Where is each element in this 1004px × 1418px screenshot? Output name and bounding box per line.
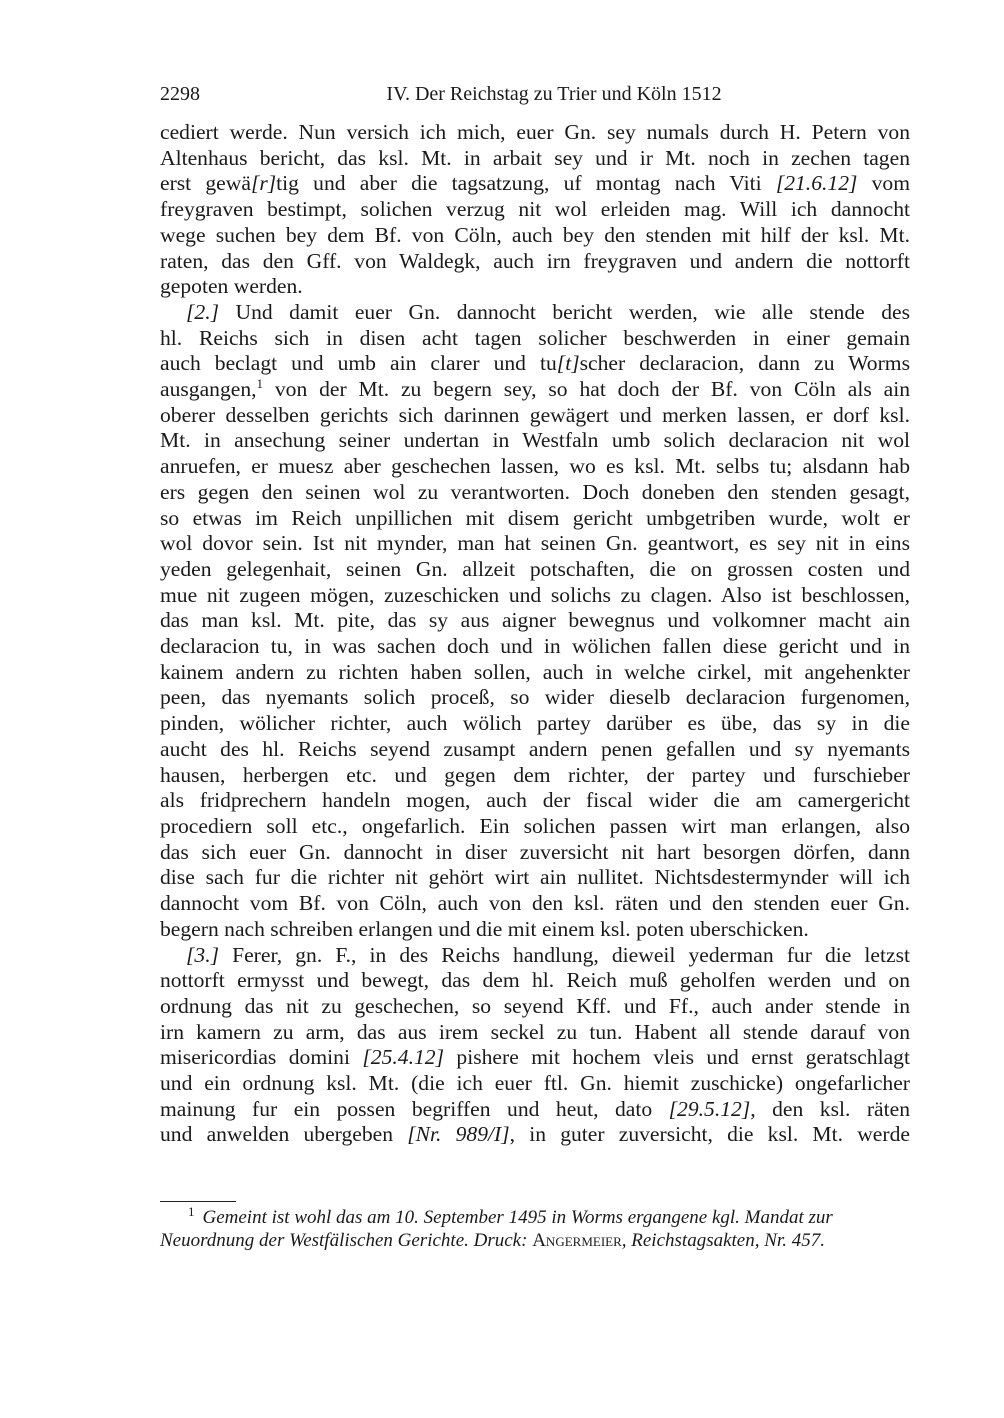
text-line xyxy=(160,1071,910,1097)
running-title: IV. Der Reichstag zu Trier und Köln 1512 xyxy=(386,83,722,105)
footnote-divider xyxy=(160,1201,236,1202)
text-line xyxy=(160,351,910,377)
author-name: Angermeier xyxy=(532,1230,622,1251)
text-line xyxy=(160,223,910,249)
text-run: Mt. in ansechung seiner undertan in Westfaln umb solich declaracion nit wol xyxy=(160,428,910,453)
text-run: begern nach schreiben erlangen und die mit einem ksl. poten uberschicken. xyxy=(160,916,809,941)
text-run: misericordias domini xyxy=(160,1045,363,1070)
text-run: hl. Reichs sich in disen acht tagen solicher beschwerden in einer gemain xyxy=(160,325,910,350)
text-line xyxy=(160,171,910,197)
text-line xyxy=(160,891,910,917)
text-run: wege suchen bey dem Bf. von Cöln, auch bey den stenden mit hilf der ksl. Mt. xyxy=(160,222,910,247)
text-line xyxy=(160,608,910,634)
text-run: scher declaracion, dann zu Worms xyxy=(579,351,910,376)
footnotes xyxy=(160,1203,910,1252)
text-run: , den ksl. räten xyxy=(750,1096,911,1121)
text-run: peen, das nyemants solich proceß, so wider dieselb declaracion furgenomen, xyxy=(160,685,910,710)
text-run: als fridprechern handeln mogen, auch der fiscal wider die am camergericht xyxy=(160,788,910,813)
text-line xyxy=(160,300,910,326)
text-run: Ferer, gn. F., in des Reichs handlung, dieweil yederman fur die letzst xyxy=(219,942,910,967)
text-line xyxy=(160,274,910,300)
text-run: freygraven bestimpt, solichen verzug nit wol erleiden mag. Will ich dannocht xyxy=(160,197,910,222)
text-line xyxy=(160,1097,910,1123)
text-run: so etwas im Reich unpillichen mit disem gericht umbgetriben wurde, wolt er xyxy=(160,505,910,530)
text-run: hausen, herbergen etc. und gegen dem richter, der partey und furschieber xyxy=(160,762,910,787)
editorial-note: [29.5.12] xyxy=(668,1096,751,1121)
text-run: procediern soll etc., ongefarlich. Ein solichen passen wirt man erlangen, also xyxy=(160,813,910,838)
text-line xyxy=(160,711,910,737)
text-run: dannocht vom Bf. von Cöln, auch von den ksl. räten und den stenden euer Gn. xyxy=(160,891,910,916)
text-run: dise sach fur die richter nit gehört wirt ain nullitet. Nichtsdestermynder will ich xyxy=(160,865,910,890)
body-text xyxy=(160,120,910,1148)
page-number: 2298 xyxy=(160,83,200,105)
text-run: raten, das den Gff. von Waldegk, auch irn freygraven und andern die nottorft xyxy=(160,248,910,273)
editorial-note: [25.4.12] xyxy=(362,1045,444,1070)
text-run: erst gewä xyxy=(160,171,251,196)
text-run: ordnung das nit zu geschechen, so seyend Kff. und Ff., auch ander stende in xyxy=(160,993,910,1018)
text-line xyxy=(160,685,910,711)
text-line xyxy=(160,1045,910,1071)
editorial-note: [t] xyxy=(556,351,580,376)
text-line xyxy=(160,583,910,609)
text-run: ers gegen den seinen wol zu verantworten. Doch doneben den stenden gesagt, xyxy=(160,479,910,504)
text-line xyxy=(160,994,910,1020)
editorial-note: [21.6.12] xyxy=(775,171,858,196)
text-run: auch beclagt und umb ain clarer und tu xyxy=(160,351,557,376)
footnote-1-line-2: Neuordnung der Westfälischen Gerichte. Druck: Angermeier, Reichstagsakten, Nr. 457. xyxy=(160,1230,825,1251)
text-line xyxy=(160,814,910,840)
footnote-number: 1 xyxy=(188,1203,195,1219)
text-run: , in guter zuversicht, die ksl. Mt. werde xyxy=(509,1122,910,1147)
editorial-note: [Nr. 989/I] xyxy=(407,1122,510,1147)
text-line xyxy=(160,788,910,814)
text-line xyxy=(160,531,910,557)
text-run: kainem andern zu richten haben sollen, auch in welche cirkel, mit angehenkter xyxy=(160,659,910,684)
text-run: das man ksl. Mt. pite, das sy aus aigner bewegnus und volkomner macht ain xyxy=(160,608,910,633)
text-run: pinden, wölicher richter, auch wölich partey darüber es übe, das sy in die xyxy=(160,711,910,736)
text-line xyxy=(160,146,910,172)
text-line xyxy=(160,557,910,583)
text-run: Altenhaus bericht, das ksl. Mt. in arbait sey und ir Mt. noch in zechen tagen xyxy=(160,145,910,170)
text-run: tig und aber die tagsatzung, uf montag nach Viti xyxy=(276,171,776,196)
text-run: vom xyxy=(857,171,910,196)
text-run: ausgangen, xyxy=(160,377,257,402)
text-run: irn kamern zu arm, das aus irem seckel zu tun. Habent all stende darauf von xyxy=(160,1019,910,1044)
text-run: von der Mt. zu begern sey, so hat doch der Bf. von Cöln als ain xyxy=(263,377,910,402)
text-run: gepoten werden. xyxy=(160,274,303,299)
footnote-ref: 1 xyxy=(256,375,264,391)
editorial-note: [3.] xyxy=(186,942,220,967)
text-line xyxy=(160,865,910,891)
text-line xyxy=(160,737,910,763)
editorial-note: [r] xyxy=(250,171,277,196)
text-line xyxy=(160,120,910,146)
text-run: oberer desselben gerichts sich darinnen gewägert und merken lassen, er dorf ksl. xyxy=(160,402,910,427)
text-run: aucht des hl. Reichs seyend zusampt andern penen gefallen und sy nyemants xyxy=(160,736,910,761)
text-line xyxy=(160,403,910,429)
text-run: und ein ordnung ksl. Mt. (die ich euer ftl. Gn. hiemit zuschicke) ongefarlicher xyxy=(160,1071,910,1096)
text-run: anruefen, er muesz aber geschechen lassen, wo es ksl. Mt. selbs tu; alsdann hab xyxy=(160,454,910,479)
text-run: declaracion tu, in was sachen doch und in wölichen fallen diese gericht und in xyxy=(160,634,910,659)
text-line xyxy=(160,506,910,532)
text-line xyxy=(160,840,910,866)
text-line xyxy=(160,377,910,403)
text-line xyxy=(160,197,910,223)
text-line xyxy=(160,428,910,454)
text-line xyxy=(160,480,910,506)
text-run: pishere mit hochem vleis und ernst geratschlagt xyxy=(443,1045,910,1070)
text-run: mainung fur ein possen begriffen und heut, dato xyxy=(160,1096,669,1121)
text-run: wol dovor sein. Ist nit mynder, man hat seinen Gn. geantwort, es sey nit in eins xyxy=(160,531,910,556)
text-line xyxy=(160,943,910,969)
text-line xyxy=(160,660,910,686)
text-run: und anwelden ubergeben xyxy=(160,1122,408,1147)
text-run: Und damit euer Gn. dannocht bericht werden, wie alle stende des xyxy=(219,299,910,324)
running-head xyxy=(160,80,910,108)
text-line xyxy=(160,634,910,660)
text-line xyxy=(160,1020,910,1046)
text-line xyxy=(160,454,910,480)
text-line xyxy=(160,917,910,943)
footnote-1-line-1: $^1$ Gemeint ist wohl das am 10. September 1495 in Worms ergangene kgl. Mandat zur xyxy=(188,1203,833,1228)
text-run: yeden gelegenhait, seinen Gn. allzeit potschaften, die on grossen costen und xyxy=(160,556,910,581)
text-run: nottorft ermysst und bewegt, das dem hl. Reich muß geholfen werden und on xyxy=(160,968,910,993)
text-line xyxy=(160,249,910,275)
text-run: das sich euer Gn. dannocht in diser zuversicht nit hart besorgen dörfen, dann xyxy=(160,839,910,864)
text-run: cediert werde. Nun versich ich mich, euer Gn. sey numals durch H. Petern von xyxy=(160,120,910,144)
text-line xyxy=(160,968,910,994)
text-line xyxy=(160,326,910,352)
editorial-note: [2.] xyxy=(186,299,220,324)
text-run: mue nit zugeen mögen, zuzeschicken und solichs zu clagen. Also ist beschlossen, xyxy=(160,582,910,607)
text-line xyxy=(160,1122,910,1148)
text-line xyxy=(160,763,910,789)
